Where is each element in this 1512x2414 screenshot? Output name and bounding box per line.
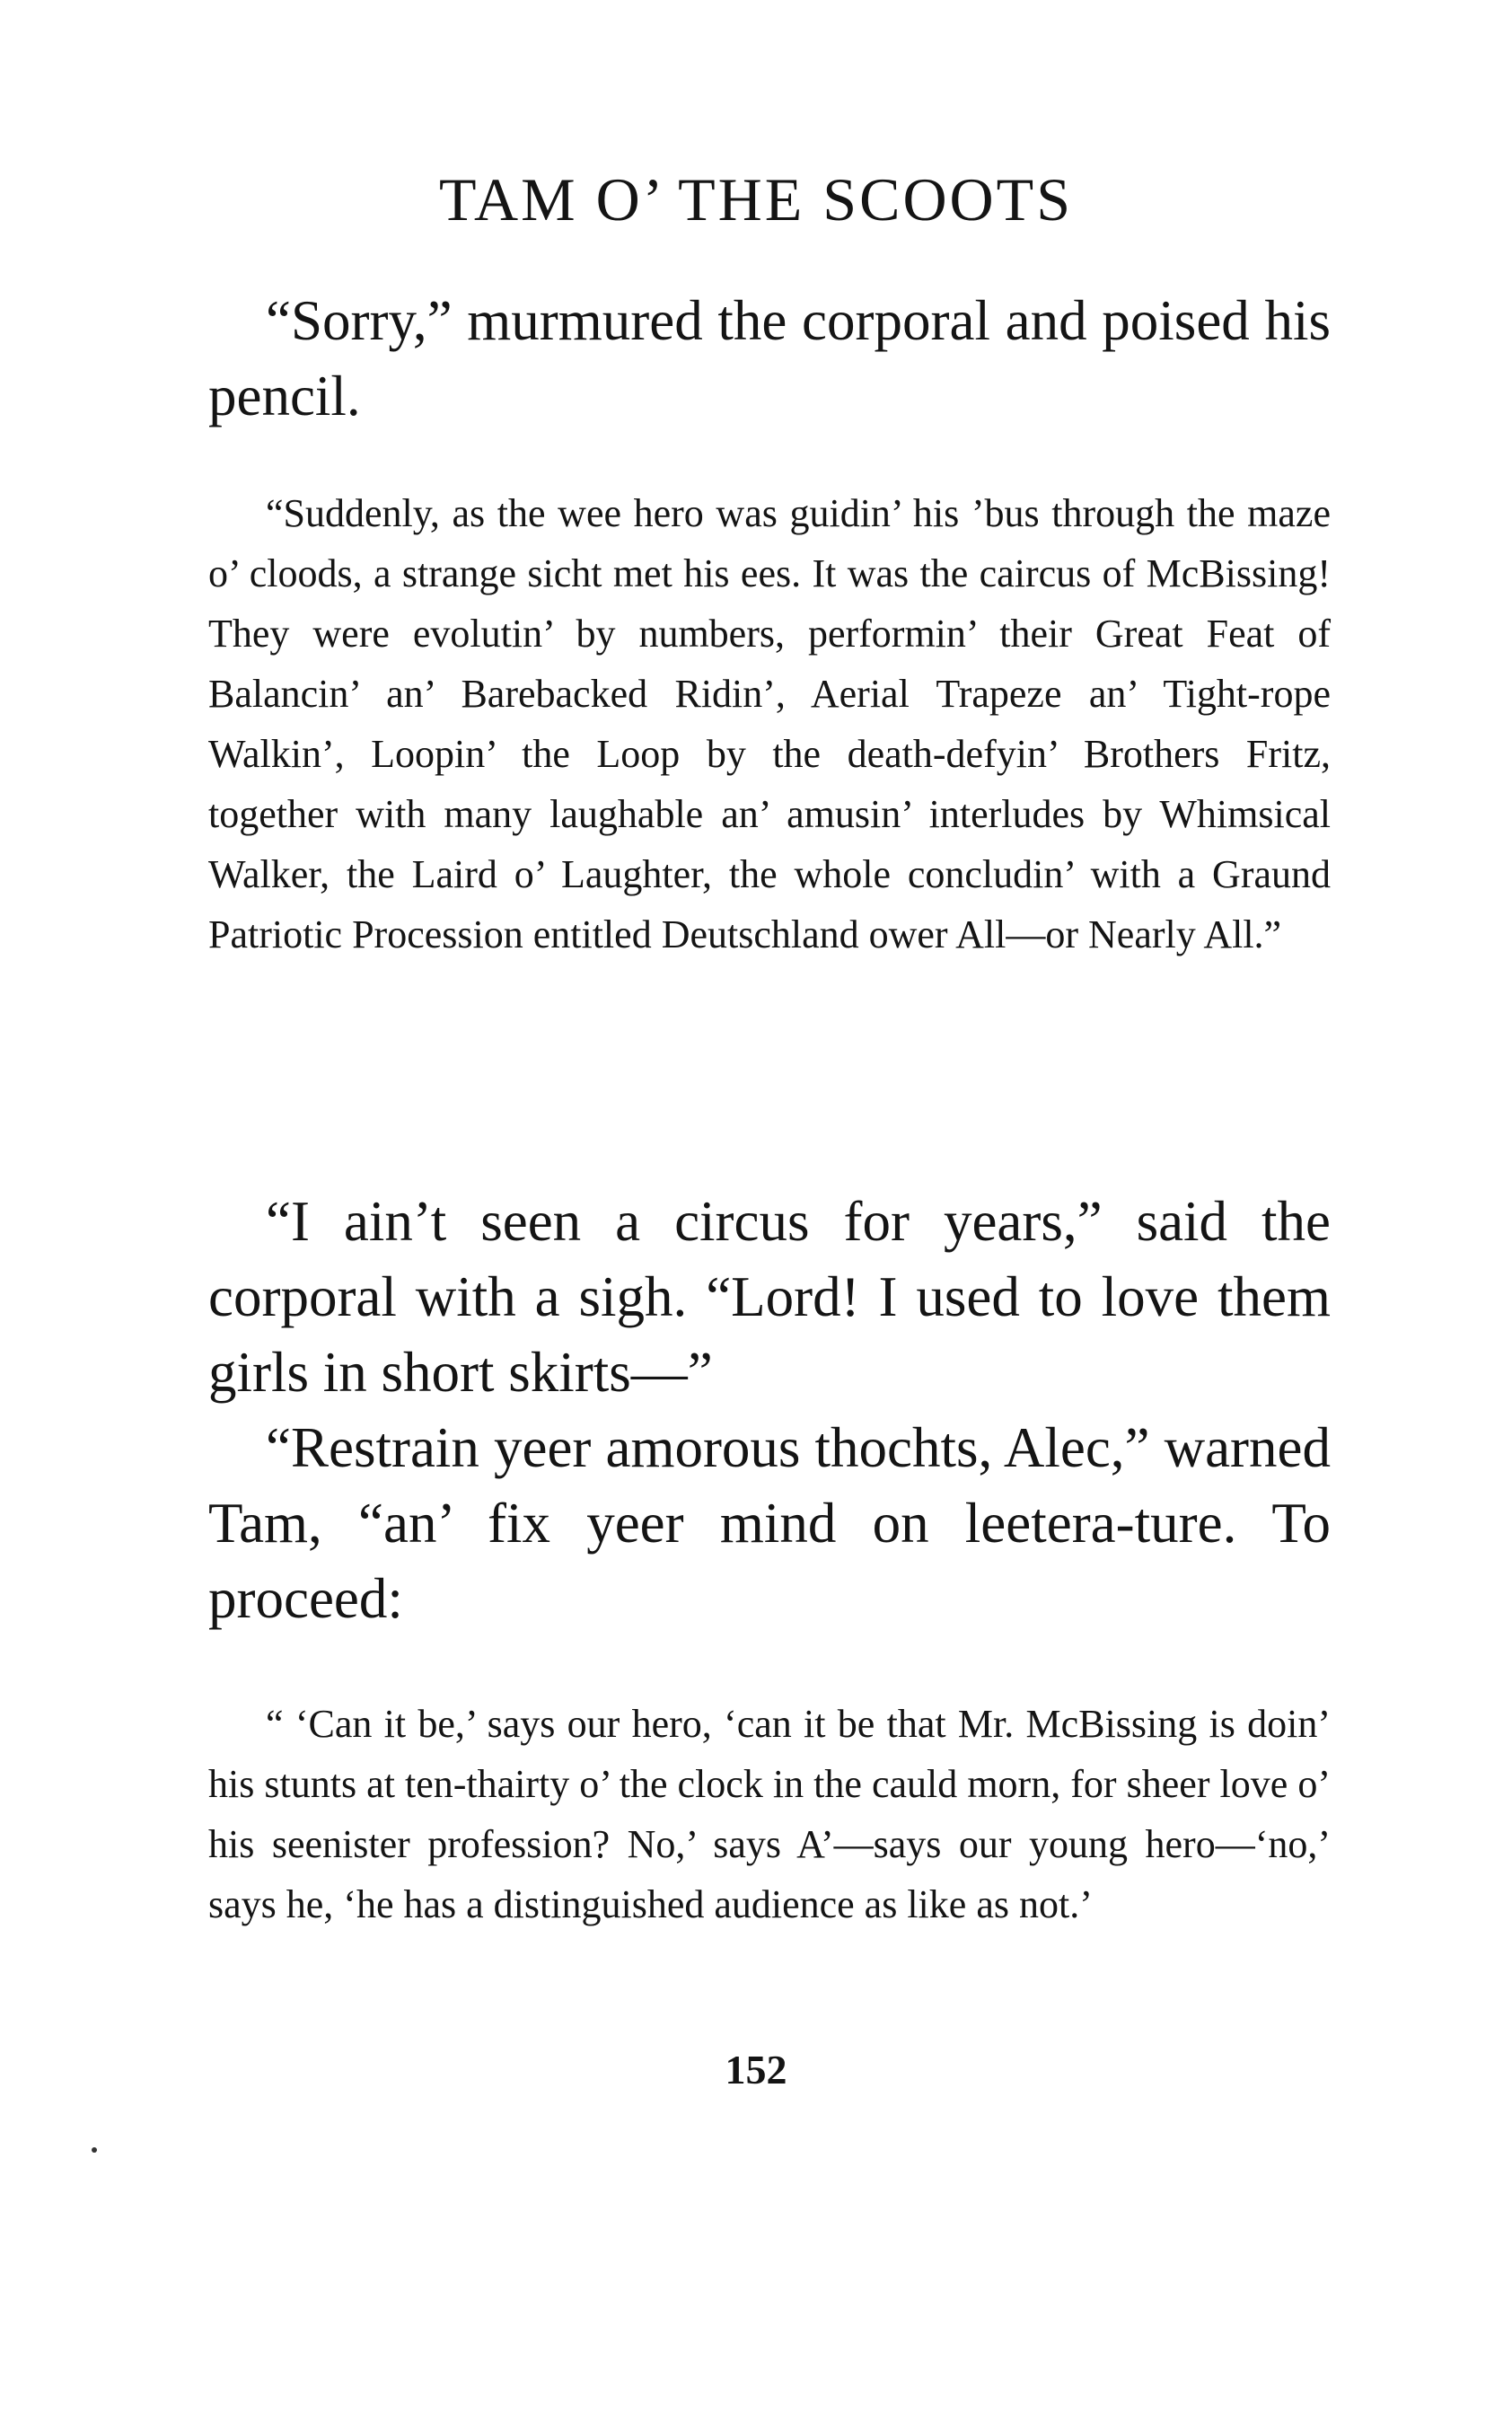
paragraph-sorry: “Sorry,” murmured the corporal and poised his pencil. bbox=[208, 289, 1331, 427]
paragraph-restrain: “Restrain yeer amorous thochts, Alec,” warned Tam, “an’ fix yeer mind on leetera-ture. To proceed: bbox=[208, 1416, 1331, 1630]
page-number: 152 bbox=[725, 2047, 787, 2092]
quoted-story-can-it-be: “ ‘Can it be,’ says our hero, ‘can it be that Mr. McBissing is doin’ his stunts at ten-thairty o’ the clock in the cauld morn, for sheer love o’ his seenister profession? No,’ says A’—says our young hero—‘no,’ says he, ‘he has a distinguished audience as like as not.’ bbox=[208, 1702, 1331, 1926]
quoted-story-suddenly: “Suddenly, as the wee hero was guidin’ his ’bus through the maze o’ cloods, a strange sicht met his ees. It was the caircus of McBissing! They were evolutin’ by numbers, performin’ their Great Feat of Balancin’ an’ Barebacked Ridin’, Aerial Trapeze an’ Tight-rope Walkin’, Loopin’ the Loop by the death-defyin’ Brothers Fritz, together with many laughable an’ amusin’ interludes by Whimsical Walker, the Laird o’ Laughter, the whole concludin’ with a Graund Patriotic Procession entitled Deutschland ower All—or Nearly All.” bbox=[208, 491, 1331, 956]
paragraph-circus: “I ain’t seen a circus for years,” said the corporal with a sigh. “Lord! I used to love them girls in short skirts—” bbox=[208, 1190, 1331, 1404]
running-head: TAM O’ THE SCOOTS bbox=[438, 165, 1074, 233]
print-speck bbox=[92, 2147, 97, 2153]
